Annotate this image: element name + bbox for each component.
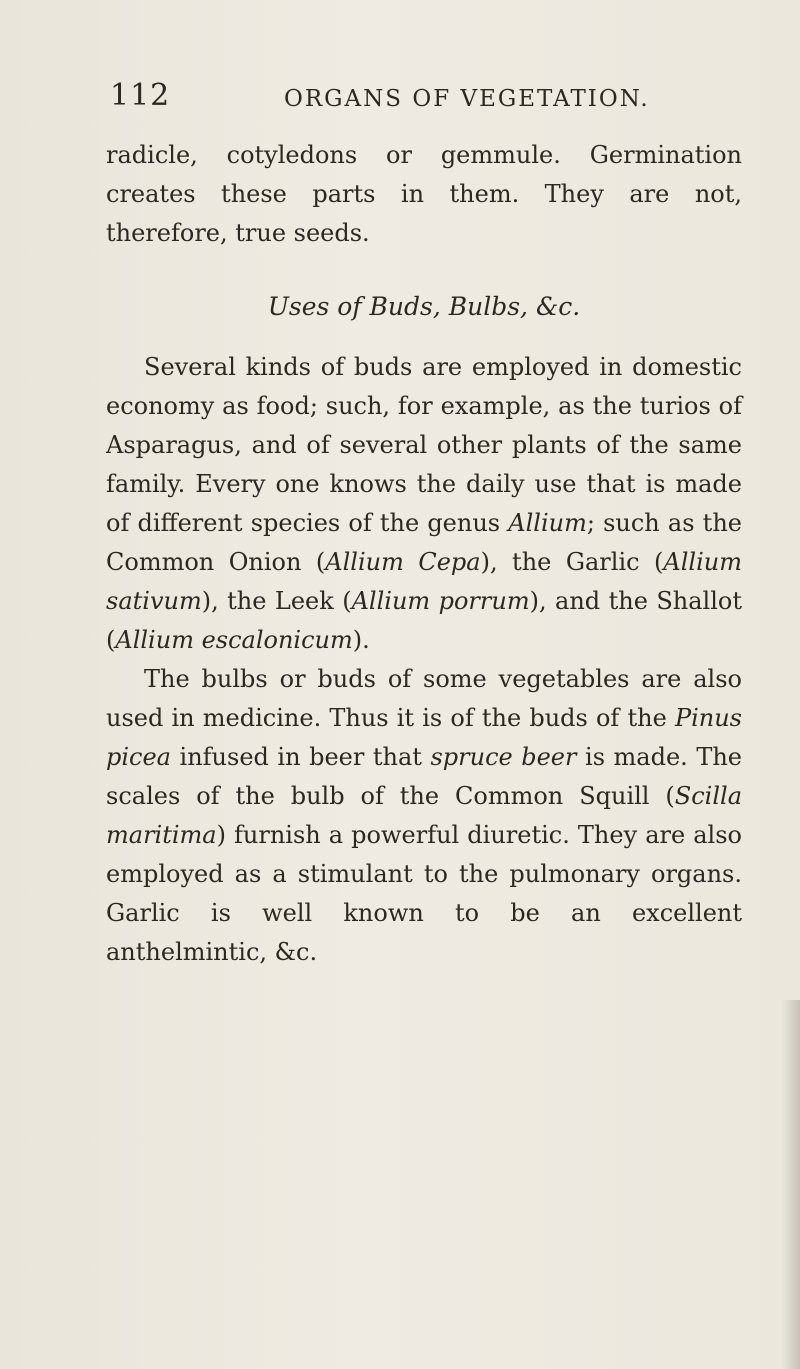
page-header bbox=[110, 78, 750, 118]
paragraph-uses-medicine bbox=[106, 660, 742, 972]
italic-term: spruce beer bbox=[430, 743, 577, 771]
latin-term: Allium porrum bbox=[351, 587, 530, 615]
text-run: ) furnish a powerful diuretic. They are also employed as a stimulant to the pulmonary organs. Garlic is well known to be an excellent anthelmintic, &c. bbox=[106, 821, 742, 966]
text-run: ), the Leek ( bbox=[201, 587, 352, 615]
section-heading: Uses of Buds, Bulbs, &c. bbox=[267, 292, 581, 321]
running-head: ORGANS OF VEGETATION. bbox=[284, 86, 650, 112]
latin-term: Allium Cepa bbox=[325, 548, 481, 576]
latin-term: Scilla maritima bbox=[106, 782, 742, 849]
page-number: 112 bbox=[110, 78, 171, 113]
text-run: ), and the Shallot ( bbox=[106, 587, 742, 654]
text-run: ; such as the Common Onion ( bbox=[106, 509, 742, 576]
text-run: ). bbox=[352, 626, 370, 654]
body-text bbox=[106, 136, 742, 972]
text-run: is made. The scales of the bulb of the Common Squill ( bbox=[106, 743, 743, 810]
latin-term: Allium sativum bbox=[106, 548, 742, 615]
latin-term: Pinus picea bbox=[106, 704, 742, 771]
latin-term: Allium escalonicum bbox=[115, 626, 353, 654]
text-run: infused in beer that bbox=[171, 743, 431, 771]
text-run: Several kinds of buds are employed in domestic economy as food; such, for example, as the turios of Asparagus, and of several other plants of the same family. Every one knows the daily use that is made of different species of the genus bbox=[106, 353, 742, 537]
paragraph-continuation: radicle, cotyledons or gemmule. Germination creates these parts in them. They are not, therefore, true seeds. bbox=[106, 141, 742, 247]
page-edge-shadow bbox=[782, 1000, 800, 1369]
latin-term: Allium bbox=[508, 509, 587, 537]
text-run: ), the Garlic ( bbox=[480, 548, 664, 576]
text-run: The bulbs or buds of some vegetables are also used in medicine. Thus it is of the buds of the bbox=[106, 665, 742, 732]
paragraph-uses-food bbox=[106, 348, 742, 660]
